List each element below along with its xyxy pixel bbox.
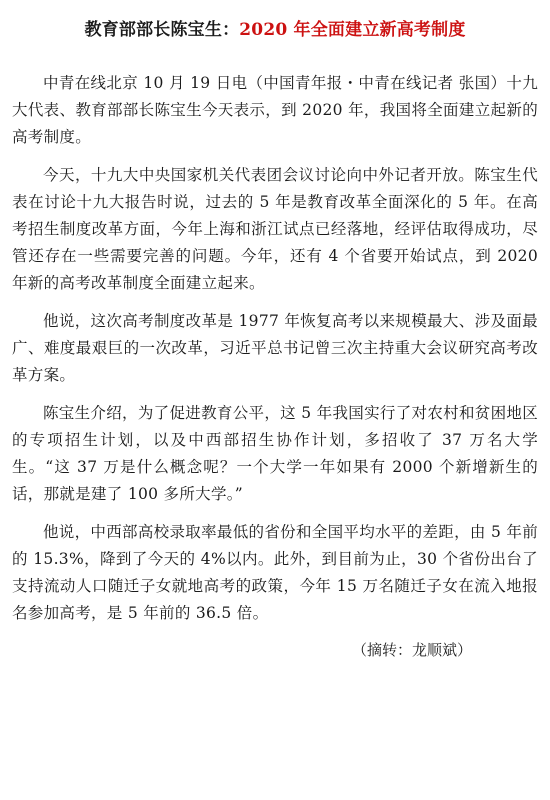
article-paragraph-2: 今天，十九大中央国家机关代表团会议讨论向中外记者开放。陈宝生代表在讨论十九大报告时说，过去的 5 年是教育改革全面深化的 5 年。在高考招生制度改革方面，今年上海和浙江试点已经落地，经评估取得成功，尽管还存在一些需要完善的问题。今年，还有 4 个省要开始试点，到 2020 年新的高考改革制度全面建立起来。 — [12, 166, 538, 292]
article-paragraph-3: 他说，这次高考制度改革是 1977 年恢复高考以来规模最大、涉及面最广、难度最艰巨的一次改革，习近平总书记曾三次主持重大会议研究高考改革方案。 — [12, 312, 538, 384]
article-title-head: 教育部部长陈宝生： — [84, 20, 240, 40]
article-title — [12, 18, 538, 42]
article-title-main: 2020 年全面建立新高考制度 — [239, 20, 466, 40]
article-body — [12, 70, 538, 627]
article-byline: （摘转：龙顺斌） — [351, 641, 472, 659]
article-paragraph-1: 中青在线北京 10 月 19 日电（中国青年报・中青在线记者 张国）十九大代表、教育部部长陈宝生今天表示，到 2020 年，我国将全面建立起新的高考制度。 — [12, 74, 538, 146]
article-paragraph-5: 他说，中西部高校录取率最低的省份和全国平均水平的差距，由 5 年前的 15.3%，降到了今天的 4%以内。此外，到目前为止，30 个省份出台了支持流动人口随迁子女就地高考的政策，今年 15 万名随迁子女在流入地报名参加高考，是 5 年前的 36.5 倍。 — [12, 523, 538, 622]
article-paragraph-4: 陈宝生介绍，为了促进教育公平，这 5 年我国实行了对农村和贫困地区的专项招生计划，以及中西部招生协作计划，多招收了 37 万名大学生。“这 37 万是什么概念呢？一个大学一年如果有 2000 个新增新生的话，那就是建了 100 多所大学。” — [12, 404, 538, 503]
